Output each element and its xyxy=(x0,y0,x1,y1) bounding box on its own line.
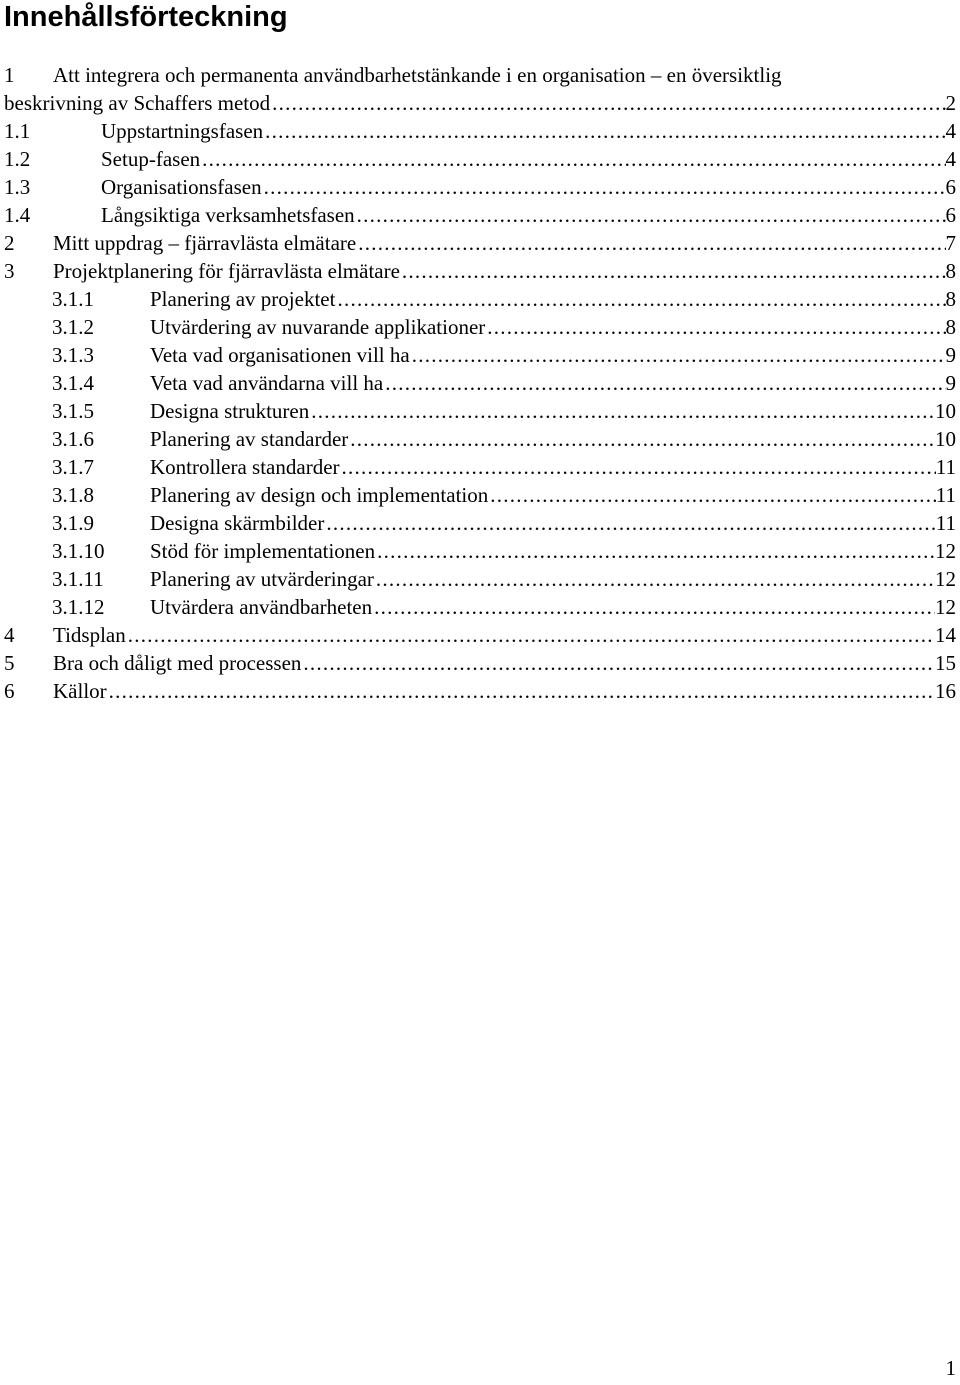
toc-page-number: 8 xyxy=(945,287,956,311)
toc-entry-number: 3.1.10 xyxy=(52,539,105,563)
dot-leader xyxy=(400,257,946,285)
toc-entry[interactable] xyxy=(0,593,960,621)
toc-entry-number: 3.1.7 xyxy=(52,455,94,479)
toc-entry[interactable] xyxy=(0,621,960,649)
toc-entry-number: 1.3 xyxy=(4,175,31,199)
toc-page-number: 9 xyxy=(945,343,956,367)
dot-leader xyxy=(485,313,945,341)
toc-entry[interactable] xyxy=(0,649,960,677)
toc-entry-text: Designa strukturen xyxy=(150,399,310,423)
toc-page-number: 16 xyxy=(935,679,956,703)
toc-entry-text: beskrivning av Schaffers metod xyxy=(4,91,271,115)
toc-entry-text: Planering av utvärderingar xyxy=(150,567,374,591)
toc-entry-number: 3.1.12 xyxy=(52,595,105,619)
toc-entry[interactable] xyxy=(0,369,960,397)
toc-entry[interactable] xyxy=(0,565,960,593)
toc-entry-text: Planering av standarder xyxy=(150,427,349,451)
toc-entry-number: 3.1.2 xyxy=(52,315,94,339)
dot-leader xyxy=(372,593,935,621)
dot-leader xyxy=(200,145,945,173)
toc-page-number: 6 xyxy=(945,175,956,199)
toc-entry-text: Setup-fasen xyxy=(101,147,201,171)
toc-entry[interactable] xyxy=(0,509,960,537)
toc-entry-number: 3.1.5 xyxy=(52,399,94,423)
toc-entry-text: Att integrera och permanenta användbarhetstänkande i en organisation – en översiktlig xyxy=(53,63,782,87)
toc-entry-text: Organisationsfasen xyxy=(101,175,262,199)
toc-entry-number: 3.1.1 xyxy=(52,287,94,311)
toc-entry[interactable] xyxy=(0,313,960,341)
toc-entry-text: Källor xyxy=(53,679,107,703)
toc-entry-text: Veta vad användarna vill ha xyxy=(150,371,384,395)
dot-leader xyxy=(348,425,935,453)
toc-entry-text: Tidsplan xyxy=(53,623,126,647)
toc-entry[interactable] xyxy=(0,285,960,313)
toc-page-number: 12 xyxy=(935,595,956,619)
toc-entry-text: Utvärdering av nuvarande applikationer xyxy=(150,315,486,339)
toc-entry[interactable] xyxy=(0,481,960,509)
toc-page-number: 2 xyxy=(945,91,956,115)
toc-page-number: 12 xyxy=(935,567,956,591)
toc-entry-1-line-2[interactable] xyxy=(0,89,960,117)
toc-page-number: 11 xyxy=(935,455,956,479)
dot-leader xyxy=(410,341,946,369)
toc-entry-number: 1.4 xyxy=(4,203,31,227)
toc-entry-number: 3.1.4 xyxy=(52,371,94,395)
toc-entry[interactable] xyxy=(0,201,960,229)
dot-leader xyxy=(324,509,935,537)
toc-page-number: 12 xyxy=(935,539,956,563)
toc-page-number: 15 xyxy=(935,651,956,675)
toc-entry[interactable] xyxy=(0,677,960,705)
toc-entry-number: 1 xyxy=(4,63,15,87)
toc-entry-text: Designa skärmbilder xyxy=(150,511,325,535)
dot-leader xyxy=(309,397,935,425)
toc-entry-number: 4 xyxy=(4,623,15,647)
toc-entry-text: Långsiktiga verksamhetsfasen xyxy=(101,203,355,227)
toc-page-number: 8 xyxy=(945,259,956,283)
toc-entry-number: 3.1.8 xyxy=(52,483,94,507)
toc-entry-text: Kontrollera standarder xyxy=(150,455,340,479)
toc-page-number: 4 xyxy=(945,147,956,171)
dot-leader xyxy=(488,481,936,509)
dot-leader xyxy=(383,369,945,397)
toc-entry-number: 1.2 xyxy=(4,147,31,171)
toc-heading: Innehållsförteckning xyxy=(4,1,288,33)
toc-page-number: 14 xyxy=(935,623,956,647)
toc-entry-text: Projektplanering för fjärravlästa elmätare xyxy=(53,259,400,283)
toc-entry-number: 2 xyxy=(4,231,15,255)
dot-leader xyxy=(270,89,945,117)
toc-entry-number: 3.1.3 xyxy=(52,343,94,367)
toc-page-number: 10 xyxy=(935,399,956,423)
dot-leader xyxy=(375,537,935,565)
toc-entry[interactable] xyxy=(0,425,960,453)
page-number: 1 xyxy=(945,1356,956,1380)
toc-entry-text: Mitt uppdrag – fjärravlästa elmätare xyxy=(53,231,357,255)
toc-entry-number: 3.1.9 xyxy=(52,511,94,535)
toc-page-number: 8 xyxy=(945,315,956,339)
toc-entry[interactable] xyxy=(0,537,960,565)
dot-leader xyxy=(262,173,946,201)
toc-entry-text: Uppstartningsfasen xyxy=(101,119,264,143)
toc-entry[interactable] xyxy=(0,117,960,145)
toc-page-number: 7 xyxy=(945,231,956,255)
toc-entry-text: Veta vad organisationen vill ha xyxy=(150,343,410,367)
toc-entry-text: Planering av design och implementation xyxy=(150,483,489,507)
dot-leader xyxy=(335,285,945,313)
toc-entry-text: Planering av projektet xyxy=(150,287,336,311)
toc-page-number: 9 xyxy=(945,371,956,395)
toc-entry[interactable] xyxy=(0,145,960,173)
toc-page-number: 10 xyxy=(935,427,956,451)
toc-entry-number: 3.1.6 xyxy=(52,427,94,451)
toc-entry-number: 1.1 xyxy=(4,119,31,143)
dot-leader xyxy=(355,201,946,229)
toc-page-number: 4 xyxy=(945,119,956,143)
dot-leader xyxy=(107,677,935,705)
toc-entry-text: Bra och dåligt med processen xyxy=(53,651,302,675)
toc-page-number: 11 xyxy=(935,483,956,507)
toc-entry-number: 3 xyxy=(4,259,15,283)
dot-leader xyxy=(356,229,945,257)
toc-entry[interactable] xyxy=(0,397,960,425)
dot-leader xyxy=(374,565,935,593)
dot-leader xyxy=(263,117,945,145)
toc-entry-1-line-1[interactable] xyxy=(0,61,960,89)
toc-entry[interactable] xyxy=(0,173,960,201)
toc-page-number: 11 xyxy=(935,511,956,535)
toc-page-number: 6 xyxy=(945,203,956,227)
dot-leader xyxy=(301,649,935,677)
toc-entry[interactable] xyxy=(0,257,960,285)
toc-entry-text: Stöd för implementationen xyxy=(150,539,376,563)
toc-entry[interactable] xyxy=(0,341,960,369)
dot-leader xyxy=(126,621,935,649)
toc-entry-number: 5 xyxy=(4,651,15,675)
toc-entry[interactable] xyxy=(0,453,960,481)
dot-leader xyxy=(340,453,936,481)
toc-entry-text: Utvärdera användbarheten xyxy=(150,595,373,619)
toc-entry[interactable] xyxy=(0,229,960,257)
toc-entry-number: 6 xyxy=(4,679,15,703)
toc-entry-number: 3.1.11 xyxy=(52,567,104,591)
